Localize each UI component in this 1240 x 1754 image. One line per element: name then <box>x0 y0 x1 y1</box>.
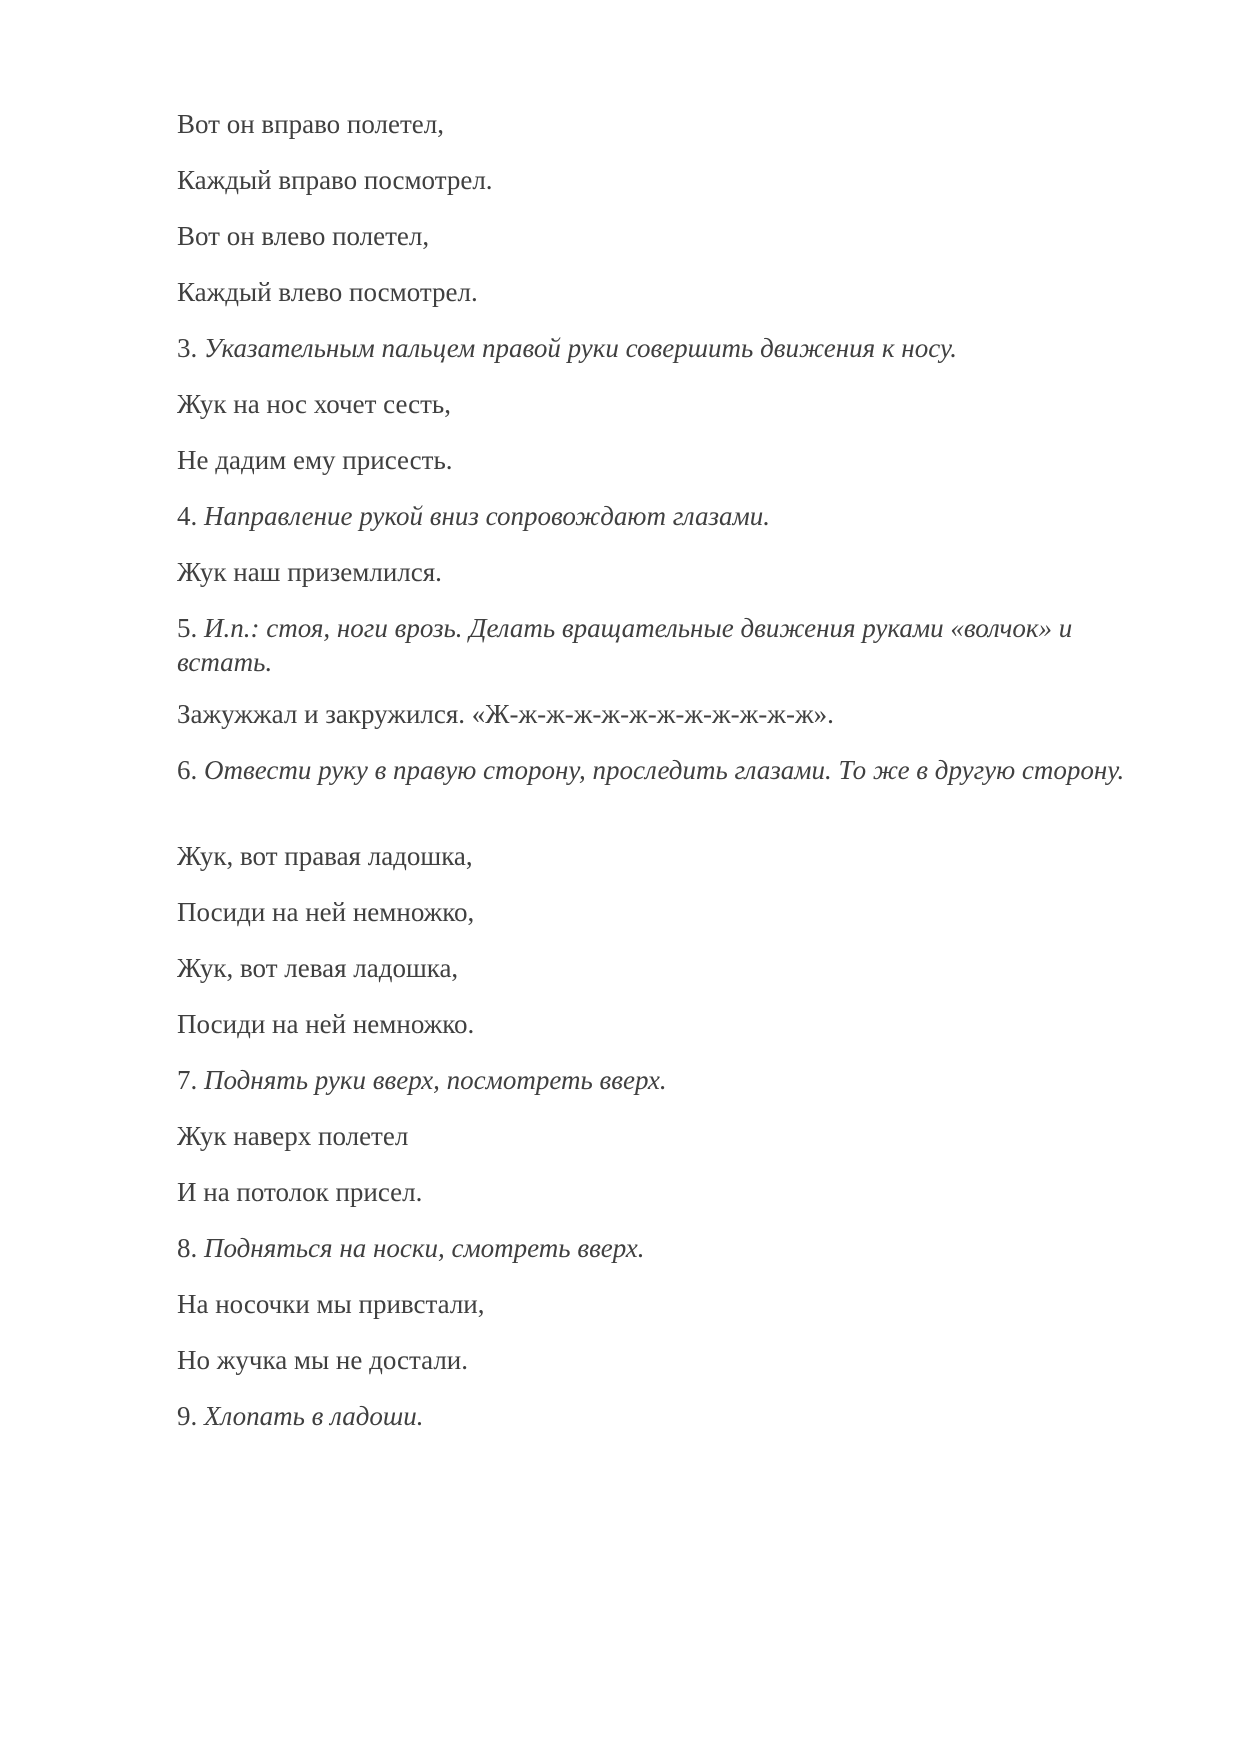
instruction-text: Подняться на носки, смотреть вверх. <box>204 1233 645 1263</box>
poem-line-2: Каждый вправо посмотрел. <box>177 165 493 195</box>
poem-line-7: Жук наш приземлился. <box>177 557 442 587</box>
instruction-text: Указательным пальцем правой руки совершить движения к носу. <box>204 333 958 363</box>
instruction-text: Отвести руку в правую сторону, проследить глазами. То же в другую сторону. <box>204 755 1125 785</box>
instruction-4 <box>177 499 1167 533</box>
poem-line-16: Но жучка мы не достали. <box>177 1345 469 1375</box>
poem-line-15: На носочки мы привстали, <box>177 1289 485 1319</box>
poem-line-14: И на потолок присел. <box>177 1177 423 1207</box>
instruction-text: И.п.: стоя, ноги врозь. Делать вращательные движения руками «волчок» и встать. <box>177 613 1073 677</box>
instruction-number: 3. <box>177 333 198 363</box>
poem-line-4: Каждый влево посмотрел. <box>177 277 478 307</box>
instruction-text: Направление рукой вниз сопровождают глазами. <box>204 501 771 531</box>
instruction-number: 5. <box>177 613 198 643</box>
instruction-text: Поднять руки вверх, посмотреть вверх. <box>204 1065 667 1095</box>
instruction-9 <box>177 1399 1167 1433</box>
poem-line-10: Посиди на ней немножко, <box>177 897 475 927</box>
poem-line-3: Вот он влево полетел, <box>177 221 430 251</box>
instruction-number: 9. <box>177 1401 198 1431</box>
poem-line-9: Жук, вот правая ладошка, <box>177 841 473 871</box>
poem-line-11: Жук, вот левая ладошка, <box>177 953 459 983</box>
instruction-8 <box>177 1231 1167 1265</box>
instruction-text: Хлопать в ладоши. <box>204 1401 424 1431</box>
instruction-number: 8. <box>177 1233 198 1263</box>
poem-line-1: Вот он вправо полетел, <box>177 109 444 139</box>
instruction-3 <box>177 331 1167 365</box>
poem-line-5: Жук на нос хочет сесть, <box>177 389 451 419</box>
instruction-number: 4. <box>177 501 198 531</box>
poem-line-8: Зажужжал и закружился. «Ж-ж-ж-ж-ж-ж-ж-ж-ж-ж-ж-ж». <box>177 699 834 729</box>
poem-line-6: Не дадим ему присесть. <box>177 445 453 475</box>
poem-line-12: Посиди на ней немножко. <box>177 1009 475 1039</box>
instruction-number: 6. <box>177 755 198 785</box>
instruction-5 <box>177 611 1167 679</box>
instruction-6 <box>177 753 1167 787</box>
instruction-7 <box>177 1063 1167 1097</box>
instruction-number: 7. <box>177 1065 198 1095</box>
poem-line-13: Жук наверх полетел <box>177 1121 409 1151</box>
